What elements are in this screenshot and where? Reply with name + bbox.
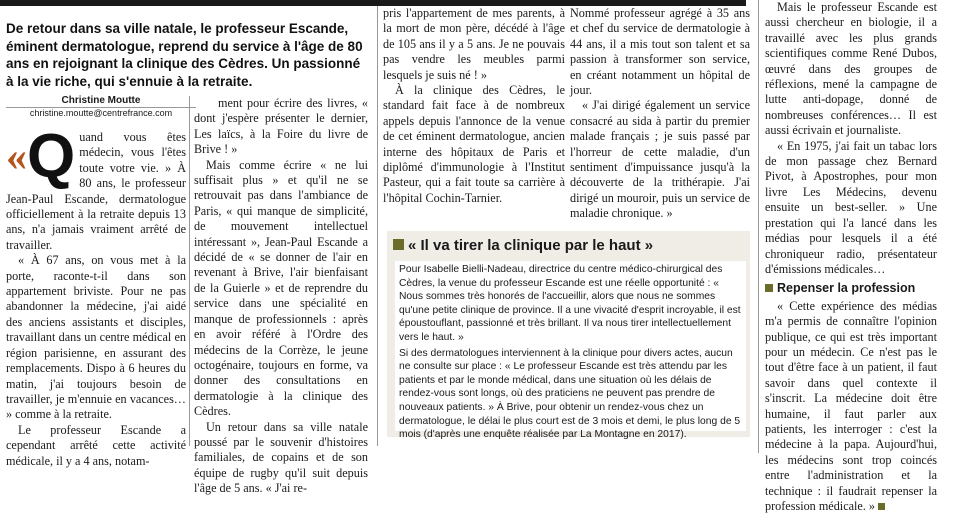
subheading-text: Repenser la profession: [777, 281, 916, 296]
paragraph: Mais comme écrire « ne lui suffisait plus » et qu'il ne se retrouvait pas dans l'ambiance de Paris, « qui manque de simplicité, de mouvement intellectuel intéressant », Jean-Paul Escande a décidé de « se donner de l'air en revenant à Brive, l'air bienfaisant de la Guierle » et de reprendre du service dans une spécialité en manque de professionnels : après en avoir référé à l'Ordre des médecins de la Corrèze, le jeune octogénaire, toujours en forme, va donner des consultations en dermatologie à la clinique des Cèdres.: [194, 157, 368, 419]
drop-cap: [6, 122, 76, 191]
paragraph-text: « Cette expérience des médias m'a permis de connaître l'opinion publique, ce qui est très important pour un médecin. Ce n'est pas le tout d'être face à un patient, il faut savoir dans quel contexte il s'inscrit. La médecine doit être humaine, il faut parler aux patients, les interroger : c'est la médecine à la papa. Aujourd'hui, les médecins sont trop coincés entre l'administration et la technique : il faudrait repenser la profession médicale. »: [765, 298, 937, 513]
paragraph: « En 1975, j'ai fait un tabac lors de mon passage chez Bernard Pivot, à Apostrophes, pour mon livre Les Médecins, devenu ensuite un best-seller. » Une prestation qui l'a lancé dans les médias pour lesquels il a été chroniqueur radio, présentateur d'émissions médicales…: [765, 138, 937, 276]
column-divider: [189, 96, 190, 446]
end-mark-icon: [878, 503, 885, 510]
box-title-text: « Il va tirer la clinique par le haut »: [408, 237, 654, 254]
box-paragraph: Pour Isabelle Bielli-Nadeau, directrice du centre médico-chirurgical des Cèdres, la venue du professeur Escande est une réelle opportunité : « Nous sommes très honorés de l'accueillir, alors que nous ne sommes qu'une petite clinique de province. Il a une vivacité d'esprit incroyable, il est époustouflant, passionné et très brillant. Il va nous tirer intellectuellement vers le haut. »: [399, 264, 741, 343]
column-5: [765, 0, 937, 514]
article-lead: De retour dans sa ville natale, le professeur Escande, éminent dermatologue, reprend du service à l'âge de 80 ans en rejoignant la clinique des Cèdres. Un passionné à la vie riche, qui s'ennuie à la retraite.: [6, 21, 363, 89]
column-3: [383, 6, 565, 206]
byline: [6, 95, 196, 119]
box-paragraph: Si des dermatologues interviennent à la clinique pour divers actes, aucun ne consulte sur place : « Le professeur Escande est très attendu par les patients et par le monde médical, dans une situation où les délais de rendez-vous sont longs, où des praticiens ne peuvent pas prendre de nouveaux patients. » À Brive, pour obtenir un rendez-vous chez un dermatologue, le délai le plus court est de 3 mois et demi, le plus long de 5 mois (d'après une enquête réalisée par La Montagne en 2017).: [399, 347, 741, 441]
paragraph: « À 67 ans, on vous met à la porte, raconte-t-il dans son appartement briviste. Pour ne pas abandonner la médecine, j'ai aidé des anciens assistants et disciples, travaillant dans un centre médical en région parisienne, en assurant des remplacements. Dispo à 6 heures du matin, j'ai toujours besoin de travailler, je m'ennuie en vacances… » comme à la retraite.: [6, 253, 186, 422]
square-marker-icon: [765, 284, 773, 292]
column-divider: [758, 0, 759, 453]
paragraph: Mais le professeur Escande est aussi chercheur en biologie, il a travaillé avec les plus grands scientifiques comme René Dubos, œuvré dans des groupes de réflexions, mené la campagne de lutte anti-dopage, donné de nombreuses conférences… Il est aussi écrivain et journaliste.: [765, 0, 937, 138]
paragraph: Le professeur Escande a cependant arrêté cette activité médicale, il y a 4 ans, notam-: [6, 422, 186, 468]
author-name: Christine Moutte: [6, 95, 196, 108]
column-divider: [377, 6, 378, 446]
paragraph: ment pour écrire des livres, « dont j'espère présenter le dernier, Les laïcs, à la Foire du livre de Brive ! »: [194, 96, 368, 157]
opening-quote-mark: «: [6, 134, 27, 180]
subheading: [765, 281, 937, 296]
paragraph: uand vous êtes médecin, vous l'êtes toute votre vie. » À 80 ans, le professeur Jean-Paul Escande, dermatologue officiellement à la retraite depuis 13 ans, n'a jamais vraiment arrêté de travailler.: [6, 130, 186, 252]
box-body: [395, 261, 746, 441]
box-title: [393, 237, 653, 254]
column-4: [570, 6, 750, 222]
paragraph: Un retour dans sa ville natale poussé par le souvenir d'histoires familiales, de copains et de son équipe de rugby qu'il suit depuis l'âge de 5 ans. « J'ai re-: [194, 419, 368, 496]
sidebar-box: [387, 231, 750, 441]
square-marker-icon: [393, 239, 404, 250]
column-1: [6, 122, 186, 469]
paragraph: pris l'appartement de mes parents, à la mort de mon père, décédé à l'âge de 105 ans il y a 5 ans. Je ne pouvais pas vendre les meubles parmi lesquels je suis né ! »: [383, 6, 565, 82]
paragraph: « J'ai dirigé également un service consacré au sida à partir du premier malade français ; je suis passé par l'horreur de cette maladie, d'un sentiment d'impuissance jusqu'à la découverte de la trithérapie. J'ai dirigé un mouroir, puis un service de maladie chronique. »: [570, 98, 750, 221]
drop-cap-letter: Q: [27, 122, 76, 191]
paragraph: À la clinique des Cèdres, le standard fait face à de nombreux appels depuis l'annonce de la venue de cet éminent dermatologue, ancien interne des hôpitaux de Paris et diplômé d'immunologie à l'Institut Pasteur, qui a fait toute sa carrière à l'hôpital Cochin-Tarnier.: [383, 83, 565, 205]
column-2: [194, 96, 368, 497]
author-email[interactable]: christine.moutte@centrefrance.com: [29, 108, 173, 118]
paragraph: Nommé professeur agrégé à 35 ans et chef du service de dermatologie à 44 ans, il a mis tout son talent et sa passion à transformer son service, en créant notamment un hôpital de jour.: [570, 6, 750, 98]
paragraph: [765, 299, 937, 514]
